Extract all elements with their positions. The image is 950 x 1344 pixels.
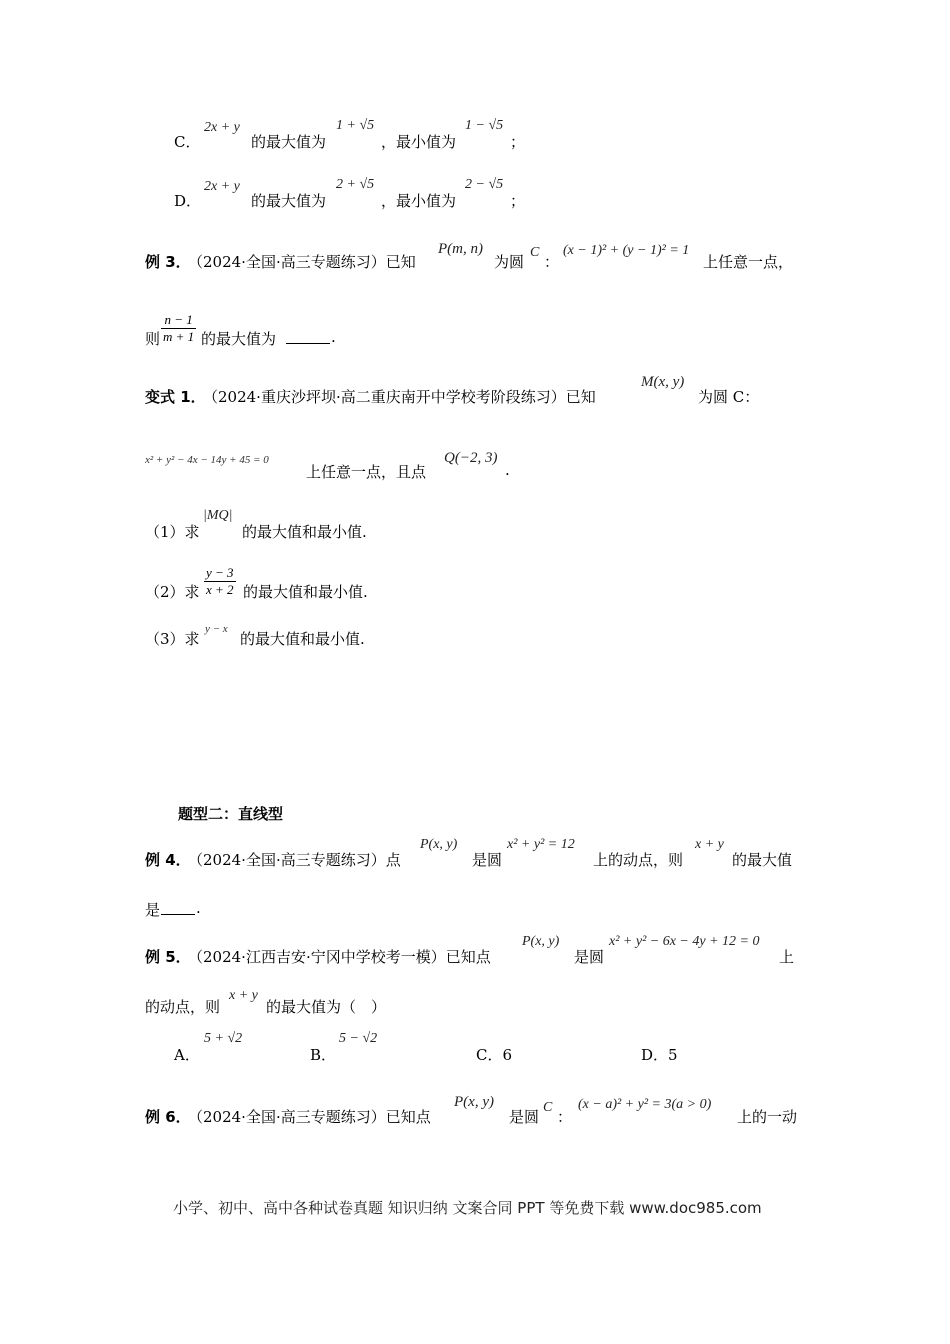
example-5-point: P(x, y) — [522, 934, 560, 949]
option-a-letter: A． — [174, 1046, 200, 1064]
example-4-point: P(x, y) — [420, 837, 458, 852]
question-1-text: 的最大值和最小值. — [242, 523, 367, 541]
option-a-value: 5 + √2 — [204, 1031, 243, 1046]
example-3-colon: ： — [544, 253, 560, 271]
option-c-max: 1 + √5 — [336, 118, 375, 133]
footer-text: 小学、初中、高中各种试卷真题 知识归纳 文案合同 PPT 等免费下载 www.doc985.com — [173, 1199, 762, 1217]
question-1-prefix: （1）求 — [145, 523, 200, 541]
example-3-equation: (x − 1)² + (y − 1)² = 1 — [563, 243, 690, 258]
variant-1-dot: . — [505, 461, 510, 479]
example-4-source: （2024·全国·高三专题练习）点 — [188, 851, 401, 869]
example-3-text3: 的最大值为 — [201, 330, 277, 348]
example-3-text1: 为圆 — [494, 253, 525, 271]
example-4-text1: 是圆 — [472, 851, 503, 869]
option-letter: C． — [174, 133, 201, 151]
option-c-text1: 的最大值为 — [251, 133, 327, 151]
option-c-min: 1 − √5 — [465, 118, 504, 133]
example-6-text1: 是圆 — [509, 1108, 540, 1126]
example-5-text1: 是圆 — [574, 948, 605, 966]
example-5-equation: x² + y² − 6x − 4y + 12 = 0 — [609, 934, 760, 949]
example-3-dot: . — [331, 328, 336, 346]
option-d: D．5 — [641, 1046, 678, 1064]
example-6-point: P(x, y) — [454, 1094, 494, 1110]
option-c-line — [174, 131, 200, 152]
option-d-text2: ，最小值为 — [381, 192, 457, 210]
option-d-end: ； — [510, 192, 526, 210]
example-6-source: （2024·全国·高三专题练习）已知点 — [188, 1108, 431, 1126]
example-4-text2: 上的动点，则 — [593, 851, 684, 869]
variant-1-source: （2024·重庆沙坪坝·高二重庆南开中学校考阶段练习）已知 — [203, 388, 596, 406]
answer-blank — [286, 329, 330, 344]
variant-1-point: M(x, y) — [641, 374, 685, 390]
example-5-source: （2024·江西吉安·宁冈中学校考一模）已知点 — [188, 948, 491, 966]
question-3-text: 的最大值和最小值. — [240, 630, 365, 648]
option-d-letter: D． — [174, 192, 202, 210]
example-4-label: 例 4． — [145, 851, 191, 869]
example-3-source: （2024·全国·高三专题练习）已知 — [188, 253, 416, 271]
example-3-circle: C — [530, 245, 540, 260]
option-c: C．6 — [476, 1046, 513, 1064]
option-b-letter: B． — [310, 1046, 337, 1064]
example-4-dot: . — [196, 899, 201, 917]
example-3-fraction — [161, 312, 196, 345]
example-5-label: 例 5． — [145, 948, 191, 966]
example-5-text4: 的最大值为（ ） — [266, 998, 387, 1016]
question-3-prefix: （3）求 — [145, 630, 200, 648]
fraction-denominator: m + 1 — [163, 329, 195, 344]
option-d-min: 2 − √5 — [465, 177, 504, 192]
variant-1-text2: 上任意一点，且点 — [306, 463, 427, 481]
example-3-point: P(m, n) — [438, 241, 483, 257]
fraction-numerator: n − 1 — [161, 312, 196, 329]
example-4-text3: 的最大值 — [732, 851, 793, 869]
fraction-denominator: x + 2 — [206, 582, 234, 597]
option-d-expr: 2x + y — [204, 179, 240, 194]
question-2-fraction — [204, 565, 236, 598]
example-4-equation: x² + y² = 12 — [507, 837, 575, 852]
question-2-prefix: （2）求 — [145, 583, 200, 601]
example-5-text2: 上 — [779, 948, 795, 966]
example-6-circle: C — [543, 1100, 553, 1115]
question-2-text: 的最大值和最小值. — [243, 583, 368, 601]
example-4-text4: 是 — [145, 901, 161, 919]
option-b-value: 5 − √2 — [339, 1031, 378, 1046]
example-4-expr: x + y — [695, 837, 724, 852]
section-title: 题型二：直线型 — [178, 805, 284, 823]
variant-1-text1: 为圆 C： — [698, 388, 760, 406]
fraction-numerator: y − 3 — [206, 565, 234, 580]
example-6-text2: 上的一动 — [737, 1108, 798, 1126]
variant-1-equation: x² + y² − 4x − 14y + 45 = 0 — [145, 454, 269, 466]
variant-1-q-point: Q(−2, 3) — [444, 450, 498, 466]
answer-blank — [161, 900, 195, 915]
example-5-expr: x + y — [229, 988, 258, 1003]
example-5-text3: 的动点，则 — [145, 998, 221, 1016]
question-3-expr: y − x — [205, 623, 228, 635]
example-6-colon: ： — [557, 1108, 573, 1126]
question-1-expr: |MQ| — [203, 508, 233, 523]
option-d-text1: 的最大值为 — [251, 192, 327, 210]
option-d-max: 2 + √5 — [336, 177, 375, 192]
option-c-text2: ，最小值为 — [381, 133, 457, 151]
example-3-ze: 则 — [145, 330, 161, 348]
example-6-label: 例 6． — [145, 1108, 191, 1126]
example-3-text2: 上任意一点， — [703, 253, 794, 271]
option-c-end: ； — [510, 133, 526, 151]
example-6-equation: (x − a)² + y² = 3(a > 0) — [578, 1097, 712, 1112]
variant-1-label: 变式 1． — [145, 388, 206, 406]
example-3-label: 例 3． — [145, 253, 191, 271]
option-c-expr: 2x + y — [204, 120, 240, 135]
